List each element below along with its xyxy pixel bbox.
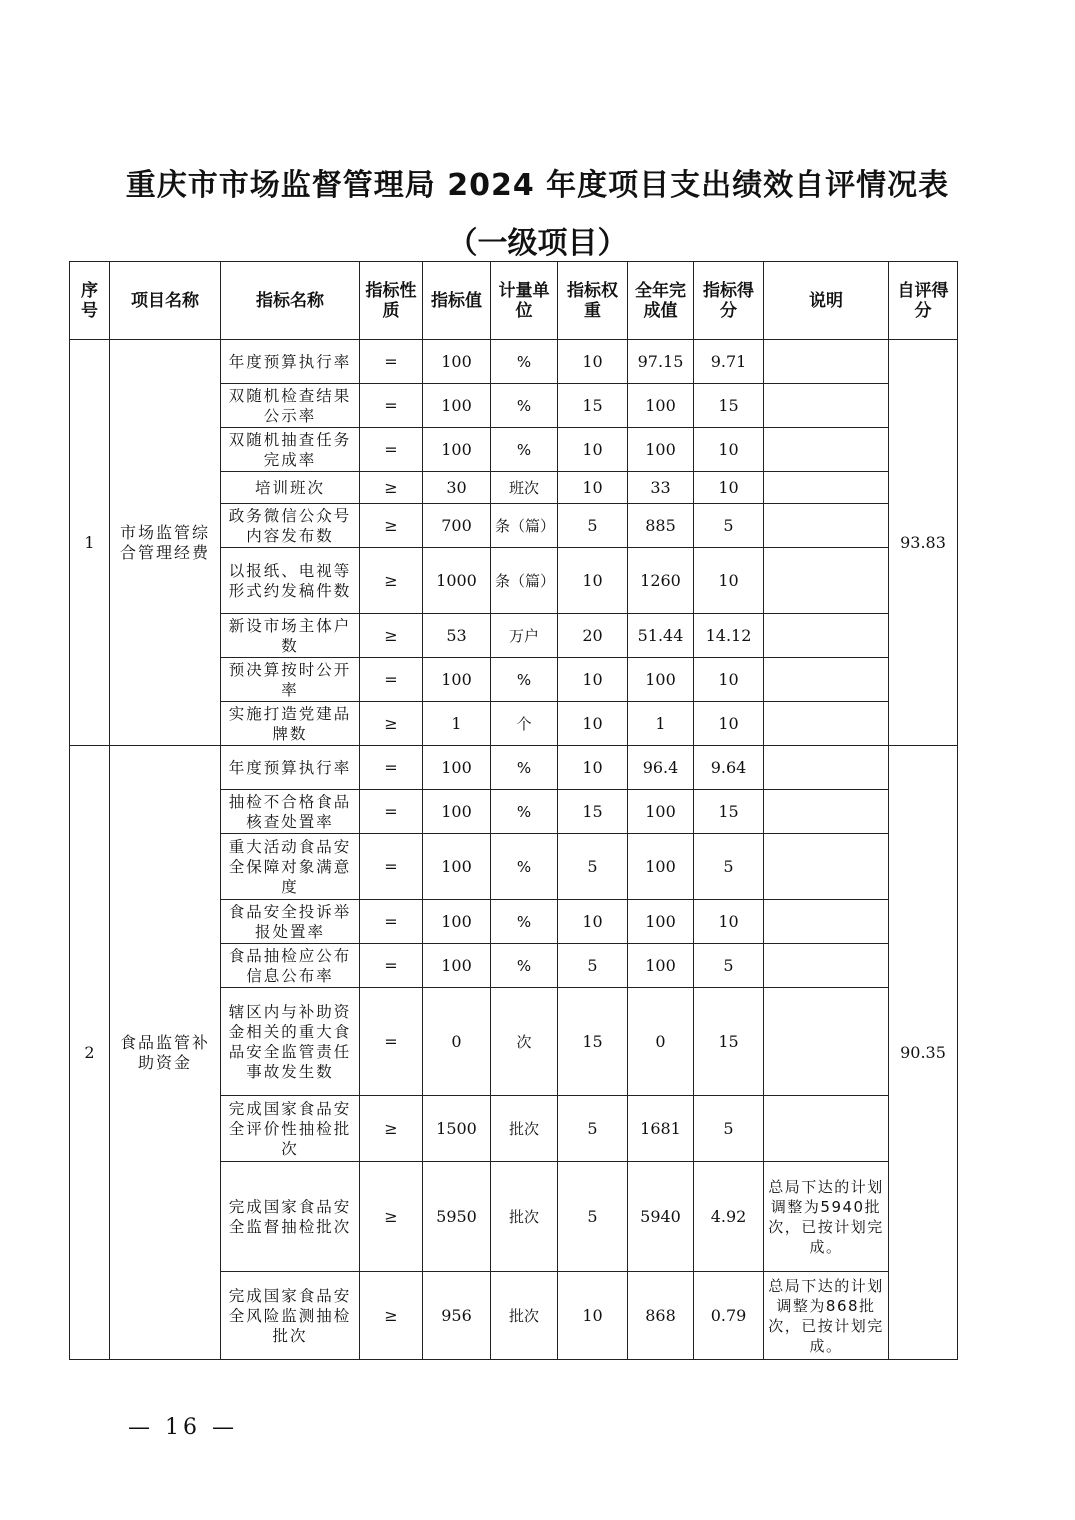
indicator-cell: 完成国家食品安全监督抽检批次 (221, 1162, 360, 1272)
value-cell: 100 (423, 428, 491, 472)
score-cell: 10 (694, 472, 764, 504)
unit-cell: 个 (491, 702, 558, 746)
score-cell: 10 (694, 428, 764, 472)
nature-cell: = (360, 944, 423, 988)
unit-cell: % (491, 790, 558, 834)
unit-cell: % (491, 900, 558, 944)
note-cell (764, 944, 889, 988)
header-nature: 指标性质 (360, 262, 423, 340)
note-cell (764, 834, 889, 900)
header-project: 项目名称 (110, 262, 221, 340)
weight-cell: 10 (558, 746, 628, 790)
score-cell: 10 (694, 548, 764, 614)
actual-cell: 1 (628, 702, 694, 746)
header-indicator: 指标名称 (221, 262, 360, 340)
score-cell: 5 (694, 944, 764, 988)
page-title: 重庆市市场监督管理局 2024 年度项目支出绩效自评情况表 (125, 168, 950, 203)
weight-cell: 5 (558, 834, 628, 900)
score-cell: 9.64 (694, 746, 764, 790)
page-number: — 16 — (128, 1415, 238, 1440)
nature-cell: ≥ (360, 504, 423, 548)
note-cell (764, 472, 889, 504)
indicator-cell: 新设市场主体户数 (221, 614, 360, 658)
value-cell: 700 (423, 504, 491, 548)
actual-cell: 100 (628, 384, 694, 428)
value-cell: 100 (423, 900, 491, 944)
note-cell (764, 790, 889, 834)
unit-cell: 批次 (491, 1272, 558, 1360)
actual-cell: 100 (628, 944, 694, 988)
actual-cell: 100 (628, 428, 694, 472)
nature-cell: ≥ (360, 1272, 423, 1360)
note-cell (764, 702, 889, 746)
weight-cell: 20 (558, 614, 628, 658)
nature-cell: = (360, 834, 423, 900)
actual-cell: 100 (628, 834, 694, 900)
note-cell (764, 614, 889, 658)
nature-cell: = (360, 428, 423, 472)
note-cell: 总局下达的计划调整为868批次，已按计划完成。 (764, 1272, 889, 1360)
score-cell: 15 (694, 988, 764, 1096)
value-cell: 5950 (423, 1162, 491, 1272)
note-cell (764, 988, 889, 1096)
weight-cell: 15 (558, 384, 628, 428)
unit-cell: % (491, 834, 558, 900)
unit-cell: % (491, 384, 558, 428)
score-cell: 5 (694, 834, 764, 900)
weight-cell: 10 (558, 472, 628, 504)
weight-cell: 10 (558, 702, 628, 746)
value-cell: 100 (423, 384, 491, 428)
value-cell: 0 (423, 988, 491, 1096)
unit-cell: 批次 (491, 1096, 558, 1162)
table-row (70, 340, 958, 384)
actual-cell: 33 (628, 472, 694, 504)
seq-cell: 1 (70, 340, 110, 746)
indicator-cell: 抽检不合格食品核查处置率 (221, 790, 360, 834)
nature-cell: = (360, 900, 423, 944)
nature-cell: ≥ (360, 702, 423, 746)
nature-cell: = (360, 988, 423, 1096)
actual-cell: 96.4 (628, 746, 694, 790)
header-unit: 计量单位 (491, 262, 558, 340)
actual-cell: 0 (628, 988, 694, 1096)
note-cell (764, 900, 889, 944)
unit-cell: % (491, 428, 558, 472)
header-weight: 指标权重 (558, 262, 628, 340)
weight-cell: 10 (558, 428, 628, 472)
nature-cell: ≥ (360, 548, 423, 614)
nature-cell: = (360, 790, 423, 834)
value-cell: 100 (423, 790, 491, 834)
actual-cell: 100 (628, 790, 694, 834)
weight-cell: 15 (558, 790, 628, 834)
score-cell: 5 (694, 504, 764, 548)
weight-cell: 5 (558, 1096, 628, 1162)
nature-cell: ≥ (360, 1096, 423, 1162)
nature-cell: ≥ (360, 472, 423, 504)
unit-cell: 次 (491, 988, 558, 1096)
value-cell: 100 (423, 944, 491, 988)
value-cell: 53 (423, 614, 491, 658)
weight-cell: 10 (558, 548, 628, 614)
score-cell: 4.92 (694, 1162, 764, 1272)
header-value: 指标值 (423, 262, 491, 340)
unit-cell: % (491, 658, 558, 702)
unit-cell: 条（篇） (491, 548, 558, 614)
indicator-cell: 双随机抽查任务完成率 (221, 428, 360, 472)
actual-cell: 885 (628, 504, 694, 548)
indicator-cell: 以报纸、电视等形式约发稿件数 (221, 548, 360, 614)
self-score-cell: 93.83 (889, 340, 958, 746)
header-score: 指标得分 (694, 262, 764, 340)
unit-cell: 班次 (491, 472, 558, 504)
score-cell: 0.79 (694, 1272, 764, 1360)
header-seq: 序号 (70, 262, 110, 340)
score-cell: 10 (694, 900, 764, 944)
note-cell: 总局下达的计划调整为5940批次，已按计划完成。 (764, 1162, 889, 1272)
project-name-cell: 市场监管综合管理经费 (110, 340, 221, 746)
note-cell (764, 746, 889, 790)
header-note: 说明 (764, 262, 889, 340)
weight-cell: 10 (558, 340, 628, 384)
score-cell: 15 (694, 790, 764, 834)
indicator-cell: 辖区内与补助资金相关的重大食品安全监管责任事故发生数 (221, 988, 360, 1096)
nature-cell: ≥ (360, 614, 423, 658)
weight-cell: 5 (558, 1162, 628, 1272)
value-cell: 100 (423, 834, 491, 900)
actual-cell: 100 (628, 658, 694, 702)
actual-cell: 1260 (628, 548, 694, 614)
score-cell: 15 (694, 384, 764, 428)
actual-cell: 97.15 (628, 340, 694, 384)
weight-cell: 15 (558, 988, 628, 1096)
note-cell (764, 428, 889, 472)
indicator-cell: 完成国家食品安全评价性抽检批次 (221, 1096, 360, 1162)
value-cell: 1500 (423, 1096, 491, 1162)
indicator-cell: 重大活动食品安全保障对象满意度 (221, 834, 360, 900)
weight-cell: 5 (558, 504, 628, 548)
note-cell (764, 548, 889, 614)
score-cell: 9.71 (694, 340, 764, 384)
table-header-row (70, 262, 958, 340)
score-cell: 10 (694, 658, 764, 702)
score-cell: 10 (694, 702, 764, 746)
actual-cell: 51.44 (628, 614, 694, 658)
nature-cell: ≥ (360, 1162, 423, 1272)
weight-cell: 10 (558, 1272, 628, 1360)
score-cell: 5 (694, 1096, 764, 1162)
unit-cell: % (491, 944, 558, 988)
unit-cell: 条（篇） (491, 504, 558, 548)
note-cell (764, 658, 889, 702)
indicator-cell: 培训班次 (221, 472, 360, 504)
value-cell: 30 (423, 472, 491, 504)
actual-cell: 5940 (628, 1162, 694, 1272)
self-score-cell: 90.35 (889, 746, 958, 1360)
nature-cell: = (360, 340, 423, 384)
note-cell (764, 504, 889, 548)
project-name-cell: 食品监管补助资金 (110, 746, 221, 1360)
indicator-cell: 双随机检查结果公示率 (221, 384, 360, 428)
value-cell: 100 (423, 658, 491, 702)
value-cell: 1 (423, 702, 491, 746)
note-cell (764, 384, 889, 428)
page-subtitle: （一级项目） (447, 226, 628, 261)
weight-cell: 10 (558, 658, 628, 702)
note-cell (764, 1096, 889, 1162)
actual-cell: 868 (628, 1272, 694, 1360)
indicator-cell: 政务微信公众号内容发布数 (221, 504, 360, 548)
table-row (70, 746, 958, 790)
indicator-cell: 年度预算执行率 (221, 340, 360, 384)
unit-cell: % (491, 746, 558, 790)
note-cell (764, 340, 889, 384)
weight-cell: 10 (558, 900, 628, 944)
nature-cell: = (360, 384, 423, 428)
unit-cell: 万户 (491, 614, 558, 658)
indicator-cell: 预决算按时公开率 (221, 658, 360, 702)
indicator-cell: 完成国家食品安全风险监测抽检批次 (221, 1272, 360, 1360)
value-cell: 956 (423, 1272, 491, 1360)
value-cell: 100 (423, 340, 491, 384)
nature-cell: = (360, 658, 423, 702)
header-self-score: 自评得分 (889, 262, 958, 340)
unit-cell: 批次 (491, 1162, 558, 1272)
indicator-cell: 实施打造党建品牌数 (221, 702, 360, 746)
value-cell: 1000 (423, 548, 491, 614)
nature-cell: = (360, 746, 423, 790)
indicator-cell: 年度预算执行率 (221, 746, 360, 790)
unit-cell: % (491, 340, 558, 384)
seq-cell: 2 (70, 746, 110, 1360)
actual-cell: 1681 (628, 1096, 694, 1162)
value-cell: 100 (423, 746, 491, 790)
performance-table (69, 261, 958, 1360)
indicator-cell: 食品安全投诉举报处置率 (221, 900, 360, 944)
header-actual: 全年完成值 (628, 262, 694, 340)
score-cell: 14.12 (694, 614, 764, 658)
weight-cell: 5 (558, 944, 628, 988)
actual-cell: 100 (628, 900, 694, 944)
indicator-cell: 食品抽检应公布信息公布率 (221, 944, 360, 988)
